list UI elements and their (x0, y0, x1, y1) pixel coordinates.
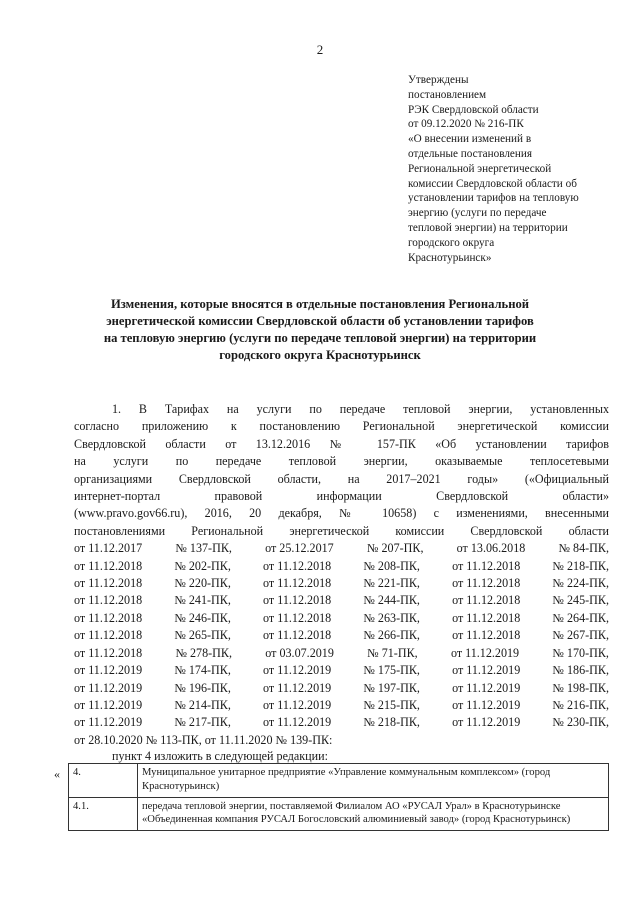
resolution-date: от 11.12.2018 (452, 558, 521, 573)
resolution-date: от 11.12.2018 (263, 610, 332, 625)
resolution-date: от 11.12.2019 (452, 663, 521, 678)
resolution-number: № 241-ПК, (174, 593, 231, 608)
resolution-date: от 11.12.2018 (74, 593, 143, 608)
resolution-date: от 11.12.2019 (263, 663, 332, 678)
approval-line: отдельные постановления (408, 147, 532, 160)
resolution-number: № 218-ПК, (363, 715, 420, 730)
resolution-number: № 208-ПК, (363, 558, 420, 573)
resolution-number: № 216-ПК, (552, 697, 609, 712)
title-line: на тепловую энергию (услуги по передаче тепловой энергии) на территории (103, 331, 537, 345)
resolution-number: № 267-ПК, (552, 628, 609, 643)
approval-line: РЭК Свердловской области (408, 103, 539, 116)
resolution-row (74, 662, 609, 679)
resolution-date: от 11.12.2019 (452, 697, 521, 712)
row-description: передача тепловой энергии, поставляемой Филиалом АО «РУСАЛ Урал» в Краснотурьинске «Объединенная компания РУСАЛ Богословский алюминиевый завод» (город Краснотурьинск) (138, 797, 609, 831)
body-line: интернет-портал правовой информации Свердловской области» (74, 489, 609, 504)
resolution-row (74, 610, 609, 627)
resolution-row (74, 645, 609, 662)
resolution-row (74, 592, 609, 609)
resolution-list (74, 540, 609, 731)
row-number: 4.1. (69, 797, 138, 831)
resolution-number: № 230-ПК, (552, 715, 609, 730)
resolution-number: № 137-ПК, (175, 541, 232, 556)
approval-line: Краснотурьинск» (408, 251, 492, 264)
approval-line: «О внесении изменений в (408, 133, 532, 146)
resolution-number: № 207-ПК, (366, 541, 424, 556)
resolution-date: от 11.12.2019 (450, 645, 520, 660)
body-line: согласно приложению к постановлению Региональной энергетической комиссии (74, 419, 609, 434)
resolution-date: от 11.12.2018 (263, 558, 332, 573)
resolution-number: № 217-ПК, (174, 715, 231, 730)
resolution-number: № 264-ПК, (552, 610, 609, 625)
approval-line: энергию (услуги по передаче (408, 207, 547, 220)
approval-line: установлении тарифов на тепловую (408, 192, 579, 205)
approval-line: комиссии Свердловской области об (408, 177, 577, 190)
body-line: постановлениями Региональной энергетической комиссии Свердловской области (74, 523, 609, 538)
resolution-date: от 11.12.2018 (263, 593, 332, 608)
title-line: Изменения, которые вносятся в отдельные постановления Региональной (110, 297, 530, 311)
resolution-number: № 245-ПК, (552, 593, 609, 608)
resolution-row (74, 714, 609, 731)
resolution-number: № 244-ПК, (363, 593, 420, 608)
title-line: энергетической комиссии Свердловской области об установлении тарифов (106, 314, 534, 328)
row-number: 4. (69, 764, 138, 798)
approval-line: от 09.12.2020 № 216-ПК (408, 118, 524, 131)
resolution-number: № 197-ПК, (363, 680, 420, 695)
resolution-number: № 198-ПК, (552, 680, 609, 695)
resolution-number: № 218-ПК, (552, 558, 609, 573)
resolution-date: от 11.12.2018 (74, 576, 143, 591)
body-line: на услуги по передаче тепловой энергии, оказываемые теплосетевыми (74, 454, 609, 469)
approval-line: Утверждены (408, 74, 469, 86)
resolution-date: от 11.12.2017 (74, 541, 143, 556)
row-description: Муниципальное унитарное предприятие «Управление коммунальным комплексом» (город Краснотурьинск) (138, 764, 609, 798)
resolution-date: от 11.12.2018 (452, 610, 521, 625)
resolution-row (74, 680, 609, 697)
approval-line: тепловой энергии) на территории (408, 221, 568, 234)
resolution-date: от 11.12.2019 (263, 715, 332, 730)
resolution-date: от 03.07.2019 (265, 645, 334, 660)
resolution-date: от 11.12.2019 (452, 715, 521, 730)
resolution-number: № 196-ПК, (174, 680, 231, 695)
approval-line: постановлением (408, 88, 487, 101)
resolution-date: от 11.12.2019 (74, 715, 143, 730)
resolution-date: от 11.12.2018 (74, 558, 143, 573)
resolution-number: № 175-ПК, (363, 663, 420, 678)
resolution-date: от 11.12.2018 (74, 610, 143, 625)
resolution-number: № 71-ПК, (367, 645, 418, 660)
approval-block (408, 73, 608, 265)
approval-line: городского округа (408, 236, 495, 249)
opening-quote: « (54, 767, 60, 781)
resolution-number: № 174-ПК, (174, 663, 231, 678)
resolution-date: от 11.12.2018 (452, 576, 521, 591)
resolution-number: № 215-ПК, (363, 697, 420, 712)
document-title (70, 296, 570, 364)
resolution-number: № 265-ПК, (174, 628, 231, 643)
resolution-date: от 11.12.2018 (452, 628, 521, 643)
point-instruction: пункт 4 изложить в следующей редакции: (112, 749, 328, 763)
table-row (69, 797, 609, 831)
resolution-number: № 214-ПК, (174, 697, 231, 712)
table-row (69, 764, 609, 798)
body-line: 1. В Тарифах на услуги по передаче тепловой энергии, установленных (112, 402, 609, 416)
resolution-row (74, 575, 609, 592)
resolution-number: № 170-ПК, (552, 645, 609, 660)
resolution-number: № 246-ПК, (174, 610, 231, 625)
resolution-date: от 11.12.2019 (263, 680, 332, 695)
resolution-date: от 11.12.2019 (263, 697, 332, 712)
body-line: организациями Свердловской области, на 2017–2021 годы» («Официальный (74, 471, 609, 486)
body-line: (www.pravo.gov66.ru), 2016, 20 декабря, № 10658) с изменениями, внесенными (74, 506, 609, 521)
body-line-closing: от 28.10.2020 № 113-ПК, от 11.11.2020 № 139-ПК: (74, 732, 333, 747)
resolution-date: от 13.06.2018 (456, 541, 526, 556)
resolution-date: от 11.12.2019 (74, 663, 143, 678)
body-paragraph (74, 401, 609, 749)
resolution-date: от 11.12.2019 (74, 680, 143, 695)
resolution-date: от 25.12.2017 (265, 541, 334, 556)
resolution-date: от 11.12.2018 (263, 576, 332, 591)
resolution-number: № 266-ПК, (363, 628, 420, 643)
body-line: Свердловской области от 13.12.2016 № 157-ПК «Об установлении тарифов (74, 436, 609, 451)
resolution-number: № 220-ПК, (174, 576, 231, 591)
resolution-date: от 11.12.2019 (74, 697, 143, 712)
resolution-number: № 84-ПК, (558, 541, 609, 556)
resolution-row (74, 697, 609, 714)
resolution-row (74, 540, 609, 557)
approval-line: Региональной энергетической (408, 162, 552, 175)
resolution-date: от 11.12.2019 (452, 680, 521, 695)
amendment-table (68, 763, 609, 831)
resolution-number: № 221-ПК, (363, 576, 420, 591)
resolution-number: № 278-ПК, (175, 645, 232, 660)
resolution-number: № 263-ПК, (363, 610, 420, 625)
resolution-date: от 11.12.2018 (74, 645, 143, 660)
resolution-number: № 224-ПК, (552, 576, 609, 591)
resolution-date: от 11.12.2018 (452, 593, 521, 608)
page-number: 2 (316, 42, 324, 57)
title-line: городского округа Краснотурьинск (219, 348, 421, 362)
resolution-date: от 11.12.2018 (263, 628, 332, 643)
resolution-date: от 11.12.2018 (74, 628, 143, 643)
resolution-row (74, 627, 609, 644)
resolution-number: № 186-ПК, (552, 663, 609, 678)
resolution-number: № 202-ПК, (174, 558, 231, 573)
resolution-row (74, 558, 609, 575)
